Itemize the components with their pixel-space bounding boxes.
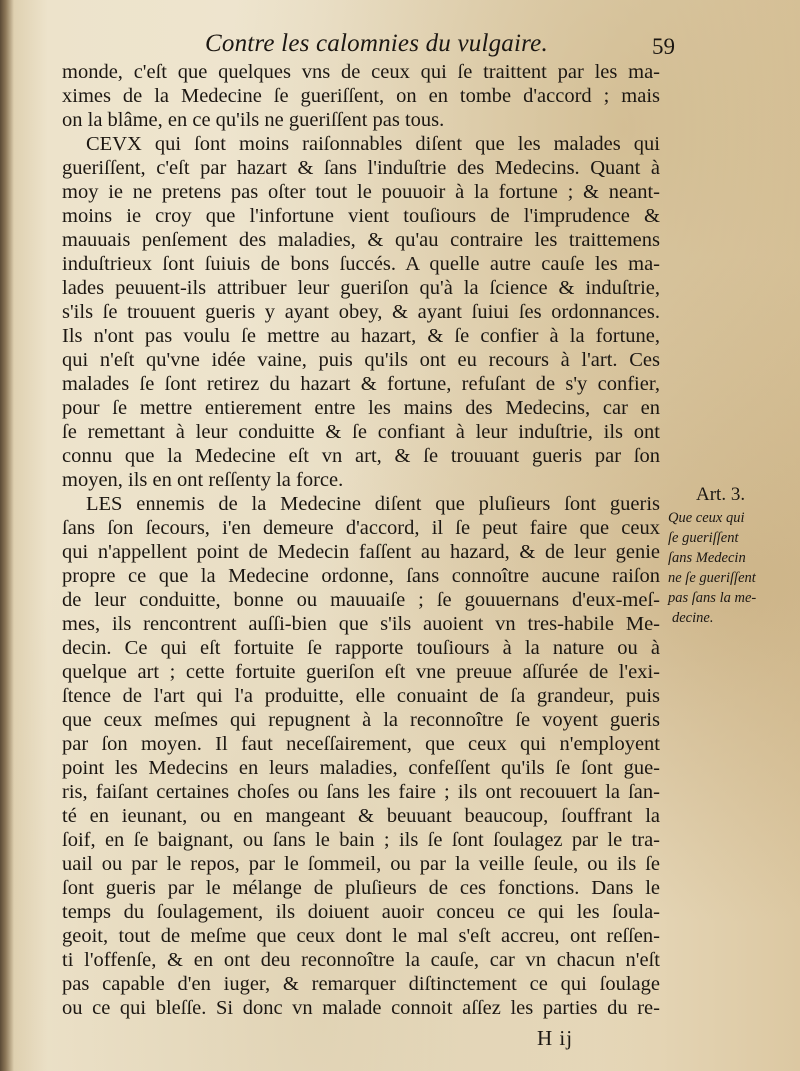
- text-line: temps du ſoulagement, ils doiuent auoir conceu ce qui les ſoula-: [62, 901, 660, 923]
- margin-note-line: ſe gueriſſent: [668, 530, 739, 546]
- text-line: monde, c'eſt que quelques vns de ceux qui ſe traittent par les ma-: [62, 61, 660, 83]
- text-line: induſtrieux ſont ſuiuis de bons ſuccés. A quelle autre cauſe les ma-: [62, 253, 660, 275]
- text-line: qui n'appellent point de Medecin faſſent au hazard, & de leur genie: [62, 541, 660, 563]
- page-number: 59: [652, 34, 675, 59]
- text-line: point les Medecins en leurs maladies, confeſſent qu'ils ſe ſont gue-: [62, 757, 660, 779]
- text-line: ximes de la Medecine ſe gueriſſent, on en tombe d'accord ; mais: [62, 85, 660, 107]
- text-line: gueriſſent, c'eſt par hazart & ſans l'induſtrie des Medecins. Quant à: [62, 157, 660, 179]
- margin-note-line: ſans Medecin: [668, 550, 746, 566]
- text-line: pas capable d'en iuger, & remarquer diſtinctement ce qui ſoulage: [62, 973, 660, 995]
- text-line: par ſon moyen. Il faut neceſſairement, que ceux qui n'employent: [62, 733, 660, 755]
- binding-gutter: [0, 0, 14, 1071]
- text-line: ou ce qui bleſſe. Si donc vn malade connoit aſſez les parties du re-: [62, 997, 660, 1019]
- text-line: pour ſe mettre entierement entre les mains des Medecins, car en: [62, 397, 660, 419]
- text-line: té en ieunant, ou en mangeant & beuuant beaucoup, ſouffrant la: [62, 805, 660, 827]
- text-line: malades ſe ſont retirez du hazart & fortune, refuſant de s'y confier,: [62, 373, 660, 395]
- margin-note-line: ne ſe gueriſſent: [668, 570, 756, 586]
- margin-article-number: Art. 3.: [696, 484, 746, 505]
- text-line: ſont gueris par le mélange de pluſieurs de ces fonctions. Dans le: [62, 877, 660, 899]
- text-line: moins ie croy que l'infortune vient touſiours de l'imprudence &: [62, 205, 660, 227]
- signature-mark: H ij: [537, 1026, 574, 1050]
- text-line: moy ie ne pretens pas oſter tout le pouuoir à la fortune ; & neant-: [62, 181, 660, 203]
- text-line: de leur conduitte, bonne ou mauuaiſe ; ſe gouuernans d'eux-meſ-: [62, 589, 660, 611]
- text-line: ſtence de l'art qui l'a produitte, elle conuaint de ſa grandeur, puis: [62, 685, 660, 707]
- text-line: ſoif, en ſe baignant, ou ſans le bain ; ils ſe ſont ſoulagez par le tra-: [62, 829, 660, 851]
- margin-note-line: Que ceux qui: [668, 510, 745, 526]
- paragraph-start: LES ennemis de la Medecine diſent que pluſieurs ſont gueris: [86, 493, 660, 515]
- text-line: quelque art ; cette fortuite gueriſon eſt vne preuue aſſurée de l'exi-: [62, 661, 660, 683]
- text-line: lades peuuent-ils attribuer leur gueriſon qu'à la ſcience & induſtrie,: [62, 277, 660, 299]
- text-line: s'ils ſe trouuent gueris y ayant obey, & ayant ſuiui ſes ordonnances.: [62, 301, 660, 323]
- text-line: uail ou par le repos, par le ſommeil, ou par la veille ſeule, ou ils ſe: [62, 853, 660, 875]
- text-line: mauuais penſement des maladies, & qu'au contraire les traittemens: [62, 229, 660, 251]
- text-line: Ils n'ont pas voulu ſe mettre au hazart, & ſe confier à la fortune,: [62, 325, 660, 347]
- text-line: decin. Ce qui eſt fortuite ſe rapporte touſiours à la nature ou à: [62, 637, 660, 659]
- text-line: moyen, ils en ont reſſenty la force.: [62, 469, 344, 491]
- text-line: ris, faiſant certaines choſes ou ſans les faire ; ils ont recouuert la ſan-: [62, 781, 660, 803]
- text-line: geoit, tout de meſme que ceux dont le mal s'eſt accreu, ont reſſen-: [62, 925, 660, 947]
- margin-note-line: decine.: [672, 610, 714, 626]
- text-line: ſans ſon ſecours, i'en demeure d'accord, il ſe peut faire que ceux: [62, 517, 660, 539]
- text-line: ſe remettant à leur conduitte & ſe confiant à leur induſtrie, ils ont: [62, 421, 660, 443]
- running-head: Contre les calomnies du vulgaire.: [205, 30, 548, 57]
- text-line: qui n'eſt qu'vne idée vaine, puis qu'ils ont eu recours à l'art. Ces: [62, 349, 660, 371]
- text-line: connu que la Medecine eſt vn art, & ſe trouuant gueris par ſon: [62, 445, 660, 467]
- text-line: on la blâme, en ce qu'ils ne gueriſſent pas tous.: [62, 109, 445, 131]
- text-line: propre ce que la Medecine ordonne, ſans connoître aucune raiſon: [62, 565, 660, 587]
- text-line: que ceux meſmes qui repugnent à la reconnoître ſe voyent gueris: [62, 709, 660, 731]
- text-line: ti l'offenſe, & en ont deu reconnoître la cauſe, car vn chacun n'eſt: [62, 949, 660, 971]
- margin-note-line: pas ſans la me-: [668, 590, 757, 606]
- paragraph-start: CEVX qui ſont moins raiſonnables diſent que les malades qui: [86, 133, 660, 155]
- text-line: mes, ils rencontrent auſſi-bien que s'ils auoient vn tres-habile Me-: [62, 613, 660, 635]
